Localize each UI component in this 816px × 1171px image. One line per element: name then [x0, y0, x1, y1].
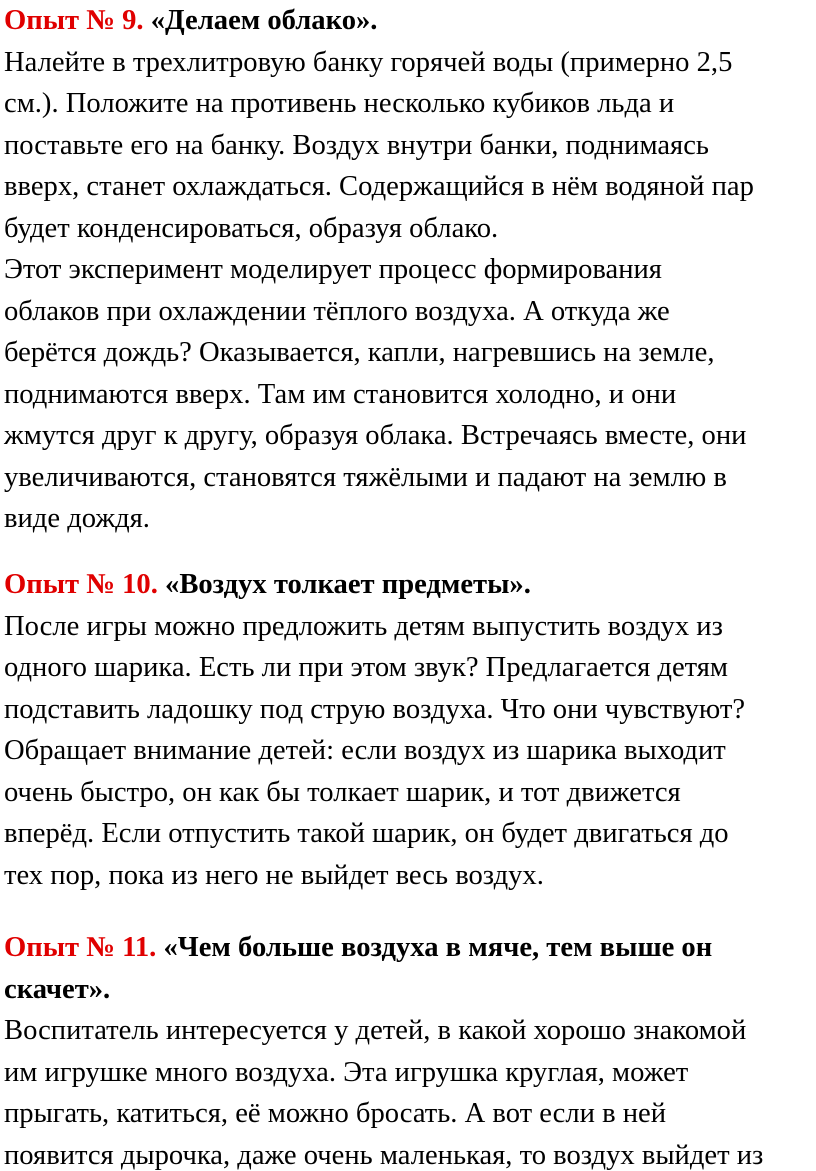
paragraph-line: После игры можно предложить детям выпустить воздух из [4, 610, 723, 642]
paragraph-line: облаков при охлаждении тёплого воздуха. А откуда же [4, 295, 670, 327]
paragraph-line: поставьте его на банку. Воздух внутри банки, поднимаясь [4, 129, 709, 161]
paragraph-line: вперёд. Если отпустить такой шарик, он будет двигаться до [4, 818, 729, 849]
paragraph-line: Обращает внимание детей: если воздух из шарика выходит [4, 735, 726, 766]
experiment-10-number: Опыт № 10. [4, 569, 158, 600]
paragraph-line: поднимаются вверх. Там им становится холодно, и они [4, 378, 677, 410]
experiment-9-heading [4, 0, 377, 42]
experiment-9-title: «Делаем облако». [150, 5, 378, 36]
paragraph-line: прыгать, катиться, её можно бросать. А вот если в ней [4, 1098, 667, 1129]
paragraph-line: берётся дождь? Оказывается, капли, нагревшись на земле, [4, 337, 715, 368]
experiment-11-heading [4, 927, 712, 969]
paragraph-line: виде дождя. [4, 503, 150, 534]
paragraph-line: подставить ладошку под струю воздуха. Что они чувствуют? [4, 693, 746, 725]
paragraph-line: очень быстро, он как бы толкает шарик, и тот движется [4, 776, 681, 808]
paragraph-line: вверх, станет охлаждаться. Содержащийся в нём водяной пар [4, 171, 754, 202]
experiment-11-title: «Чем больше воздуха в мяче, тем выше он [163, 932, 713, 963]
paragraph-line: появится дырочка, даже очень маленькая, то воздух выйдет из [4, 1139, 764, 1171]
experiment-11-title-continued: скачет». [4, 973, 111, 1005]
paragraph-line: Этот эксперимент моделирует процесс формирования [4, 254, 662, 285]
paragraph-line: увеличиваются, становятся тяжёлыми и падают на землю в [4, 461, 727, 493]
paragraph-line: будет конденсироваться, образуя облако. [4, 212, 499, 244]
paragraph-line: Налейте в трехлитровую банку горячей воды (примерно 2,5 [4, 46, 733, 78]
experiment-10-title: «Воздух толкает предметы». [165, 569, 531, 600]
experiment-11-number: Опыт № 11. [4, 932, 157, 963]
experiment-10-heading [4, 564, 531, 606]
paragraph-line: им игрушке много воздуха. Эта игрушка круглая, может [4, 1056, 689, 1088]
paragraph-line: жмутся друг к другу, образуя облака. Встречаясь вместе, они [4, 420, 747, 451]
paragraph-line: Воспитатель интересуется у детей, в какой хорошо знакомой [4, 1015, 747, 1046]
experiment-9-number: Опыт № 9. [4, 5, 144, 36]
paragraph-line: см.). Положите на противень несколько кубиков льда и [4, 88, 675, 119]
paragraph-line: одного шарика. Есть ли при этом звук? Предлагается детям [4, 652, 729, 683]
paragraph-line: тех пор, пока из него не выйдет весь воздух. [4, 859, 544, 891]
